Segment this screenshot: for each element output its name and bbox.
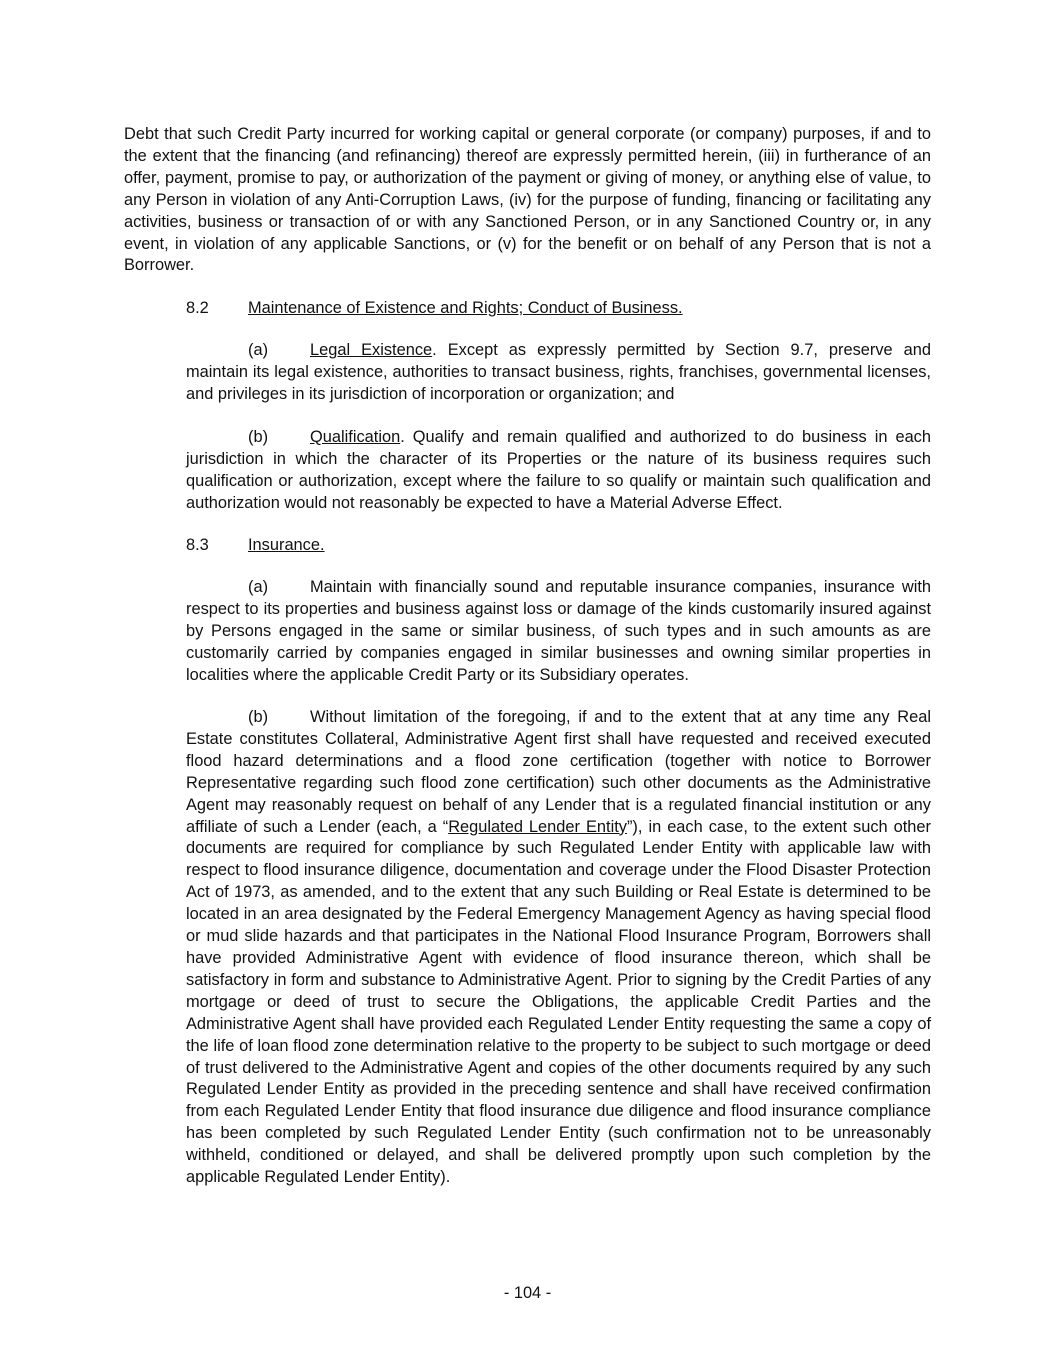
section-title: Insurance. — [248, 536, 325, 554]
section-number: 8.2 — [186, 299, 209, 317]
clause-text: Without limitation of the foregoing, if and to the extent that at any time any Real Estate constitutes Collateral, Administrative Agent first shall have requested and received executed flood hazard determinations and a flood zone certification (together with notice to Borrower Representative regarding such flood zone certification) such other documents as the Administrative Agent may reasonably request on behalf of any Lender that is a regulated financial institution or any affiliate of such a Lender (each, a “ — [186, 708, 931, 836]
clause-title: Legal Existence — [310, 341, 433, 359]
clause-title: Qualification — [310, 428, 401, 446]
section-heading-8-2 — [186, 297, 886, 319]
intro-paragraph: Debt that such Credit Party incurred for working capital or general corporate (or company) purposes, if and to the extent that the financing (and refinancing) thereof are expressly permitted herein, (iii) in furtherance of an offer, payment, promise to pay, or authorization of the payment or giving of money, or anything else of value, to any Person in violation of any Anti-Corruption Laws, (iv) for the purpose of funding, financing or facilitating any activities, business or transaction of or with any Sanctioned Person, or in any Sanctioned Country or, in any event, in violation of any applicable Sanctions, or (v) for the benefit or on behalf of any Person that is not a Borrower. — [124, 125, 931, 275]
paragraph-8-3-a — [186, 577, 931, 687]
section-number: 8.3 — [186, 536, 209, 554]
defined-term: Regulated Lender Entity — [448, 817, 627, 836]
paragraph-8-3-b — [186, 707, 931, 1189]
section-heading-8-3 — [186, 534, 486, 556]
page-number: - 104 - — [503, 1284, 552, 1302]
clause-text: . Qualify and remain qualified and authorized to do business in each jurisdiction in which the character of its Properties or the nature of its business requires such qualification or authorization, except where the failure to so qualify or maintain such qualification and authorization would not reasonably be expected to have a Material Adverse Effect. — [186, 428, 931, 512]
clause-marker: (b) — [248, 428, 269, 446]
clause-text: . Except as expressly permitted by Section 9.7, preserve and maintain its legal existence, authorities to transact business, rights, franchises, governmental licenses, and privileges in its jurisdiction of incorporation or organization; and — [186, 341, 931, 403]
paragraph-8-2-b — [186, 427, 931, 515]
clause-marker: (a) — [248, 578, 269, 596]
section-title: Maintenance of Existence and Rights; Conduct of Business. — [248, 299, 683, 317]
clause-marker: (a) — [248, 341, 269, 359]
clause-text-continued: ”), in each case, to the extent such other documents are required for compliance by such Regulated Lender Entity with applicable law with respect to flood insurance diligence, documentation and coverage under the Flood Disaster Protection Act of 1973, as amended, and to the extent that any such Building or Real Estate is determined to be located in an area designated by the Federal Emergency Management Agency as having special flood or mud slide hazards and that participates in the National Flood Insurance Program, Borrowers shall have provided Administrative Agent with evidence of flood insurance thereon, which shall be satisfactory in form and substance to Administrative Agent. Prior to signing by the Credit Parties of any mortgage or deed of trust to secure the Obligations, the applicable Credit Parties and the Administrative Agent shall have provided each Regulated Lender Entity requesting the same a copy of the life of loan flood zone determination relative to the property to be subject to such mortgage or deed of trust delivered to the Administrative Agent and copies of the other documents required by any such Regulated Lender Entity as provided in the preceding sentence and shall have received confirmation from each Regulated Lender Entity that flood insurance due diligence and flood insurance compliance has been completed by such Regulated Lender Entity (such confirmation not to be unreasonably withheld, conditioned or delayed, and shall be delivered promptly upon such completion by the applicable Regulated Lender Entity). — [186, 817, 931, 1187]
clause-text: Maintain with financially sound and reputable insurance companies, insurance with respect to its properties and business against loss or damage of the kinds customarily insured against by Persons engaged in the same or similar business, of such types and in such amounts as are customarily carried by companies engaged in similar businesses and owning similar properties in localities where the applicable Credit Party or its Subsidiary operates. — [186, 578, 931, 684]
clause-marker: (b) — [248, 708, 269, 726]
paragraph-8-2-a — [186, 340, 931, 406]
